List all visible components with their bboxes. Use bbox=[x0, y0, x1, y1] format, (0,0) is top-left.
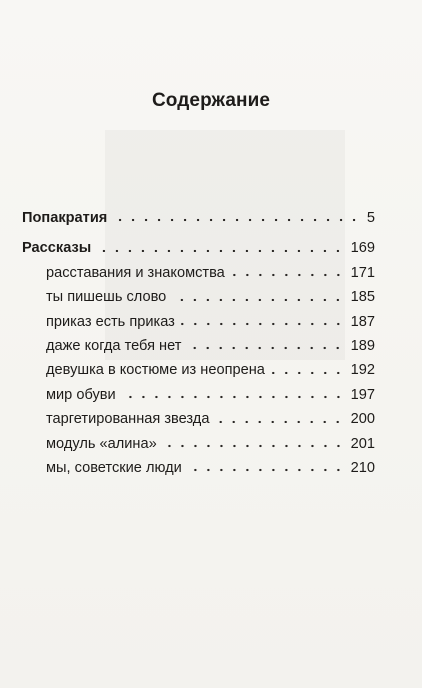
toc-entry-label: Рассказы bbox=[22, 240, 92, 257]
toc-entry-page-number: 197 bbox=[350, 386, 375, 403]
dot-leader bbox=[172, 287, 344, 302]
toc-entry-story bbox=[22, 383, 375, 407]
dot-leader bbox=[163, 433, 345, 448]
toc-entry-page-number: 210 bbox=[350, 459, 375, 476]
toc-entry-story bbox=[22, 285, 375, 309]
toc-entry-section bbox=[22, 236, 375, 260]
toc-entry-section bbox=[22, 206, 375, 230]
toc-entry-page-number: 200 bbox=[350, 411, 375, 428]
toc-entry-story bbox=[22, 407, 375, 431]
toc-entry-label: мир обуви bbox=[46, 386, 116, 403]
toc-entry-story bbox=[22, 334, 375, 358]
dot-leader bbox=[188, 457, 345, 472]
table-of-contents bbox=[22, 206, 375, 480]
dot-leader bbox=[187, 335, 344, 350]
dot-leader bbox=[231, 262, 345, 277]
toc-entry-label: модуль «алина» bbox=[46, 435, 157, 452]
toc-entry-label: расставания и знакомства bbox=[46, 264, 225, 281]
dot-leader bbox=[122, 384, 345, 399]
toc-entry-page-number: 5 bbox=[366, 210, 375, 226]
toc-entry-label: Попакратия bbox=[22, 210, 108, 226]
toc-entry-story bbox=[22, 456, 375, 480]
toc-entry-page-number: 169 bbox=[350, 240, 375, 257]
toc-entry-story bbox=[22, 310, 375, 334]
toc-entry-story bbox=[22, 432, 375, 456]
toc-entry-story bbox=[22, 358, 375, 382]
toc-entry-label: приказ есть приказ bbox=[46, 313, 175, 330]
dot-leader bbox=[97, 238, 344, 253]
toc-entry-page-number: 201 bbox=[350, 435, 375, 452]
toc-entry-label: мы, советские люди bbox=[46, 459, 182, 476]
page-title: Содержание bbox=[151, 90, 271, 111]
toc-entry-page-number: 187 bbox=[350, 313, 375, 330]
toc-entry-page-number: 192 bbox=[350, 362, 375, 379]
toc-entry-page-number: 189 bbox=[350, 337, 375, 354]
toc-entry-label: даже когда тебя нет bbox=[46, 337, 182, 354]
dot-leader bbox=[113, 207, 361, 222]
toc-entry-label: девушка в костюме из неопрена bbox=[46, 362, 265, 379]
toc-entry-story bbox=[22, 261, 375, 285]
toc-entry-label: ты пишешь слово bbox=[46, 289, 167, 306]
dot-leader bbox=[215, 409, 344, 424]
dot-leader bbox=[181, 311, 345, 326]
toc-entry-page-number: 185 bbox=[350, 289, 375, 306]
toc-entry-label: таргетированная звезда bbox=[46, 411, 210, 428]
dot-leader bbox=[271, 360, 345, 375]
toc-entry-page-number: 171 bbox=[350, 264, 375, 281]
